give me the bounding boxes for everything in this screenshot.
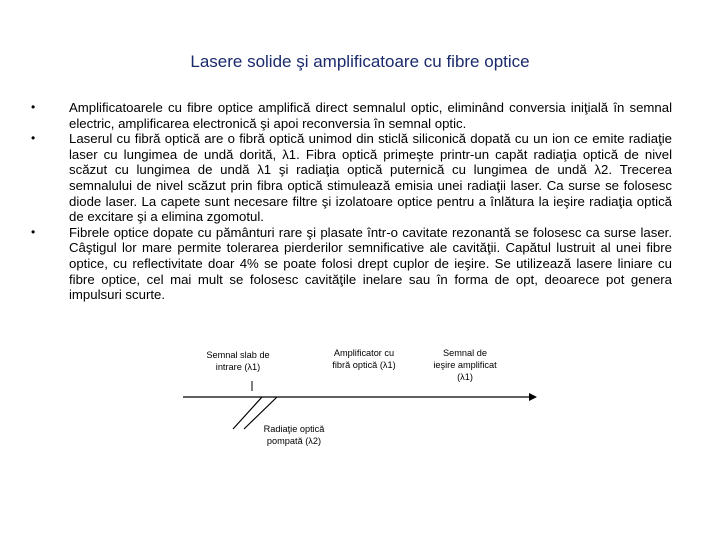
output-arrowhead bbox=[529, 393, 537, 401]
pump-radiation-label bbox=[252, 423, 336, 447]
amp-label-line1: Amplificator cu bbox=[333, 348, 395, 358]
bullet-dot: • bbox=[31, 224, 36, 239]
input-signal-label bbox=[196, 349, 280, 373]
output-label-line3: (λ1) bbox=[457, 372, 473, 382]
amplifier-label bbox=[318, 347, 410, 371]
pump-label-line1: Radiaţie optică bbox=[263, 424, 325, 434]
slide-title: Lasere solide şi amplificatoare cu fibre optice bbox=[190, 52, 530, 71]
output-signal-label bbox=[421, 347, 509, 383]
bullet-text: Fibrele optice dopate cu pământuri rare şi plasate într-o cavitate rezonantă se folosesc ca surse laser. Câştigul lor mare permite tolerarea pierderilor semnificative ale cavităţii. Capătul lustruit al unei fibre optice, cu reflectivitate doar 4% se poate folosi drept cuplor de ieşire. Se utilizează lasere liniare cu fibre optice, cel mai mult se folosesc cavităţile inelare sau în forma de opt, deoarece pot genera impulsuri scurte. bbox=[69, 224, 672, 303]
bullet-dot: • bbox=[31, 100, 36, 114]
bullet-text: Amplificatoarele cu fibre optice amplifică direct semnalul optic, eliminând conversia iniţială în semnal electric, amplificarea electronică şi apoi reconversia în semnal optic. bbox=[69, 100, 672, 131]
amp-label-line2: fibră optică (λ1) bbox=[332, 360, 396, 370]
input-label-line2: intrare (λ1) bbox=[215, 362, 261, 372]
input-label-line1: Semnal slab de bbox=[206, 350, 270, 360]
pump-label-line2: pompată (λ2) bbox=[266, 436, 322, 446]
bullet-dot: • bbox=[31, 131, 36, 146]
bullet-text: Laserul cu fibră optică are o fibră optică unimod din sticlă siliconică dopată cu un ion ce emite radiaţie laser cu lungimea de undă dorită, λ1. Fibra optică primeşte printr-un capăt radiaţia optică de nivel scăzut cu lungimea de undă λ1 şi radiaţia optică puternică cu lungimea de undă λ2. Trecerea semnalului de nivel scăzut prin fibra optică stimulează emisia unei radiaţii laser. Ca surse se folosesc diode laser. La capete sunt necesare filtre şi izolatoare optice pentru a înlătura la ieşire radiaţia optică de excitare şi a elimina zgomotul. bbox=[69, 131, 672, 225]
output-label-line1: Semnal de bbox=[443, 348, 487, 358]
output-label-line2: ieşire amplificat bbox=[433, 360, 497, 370]
